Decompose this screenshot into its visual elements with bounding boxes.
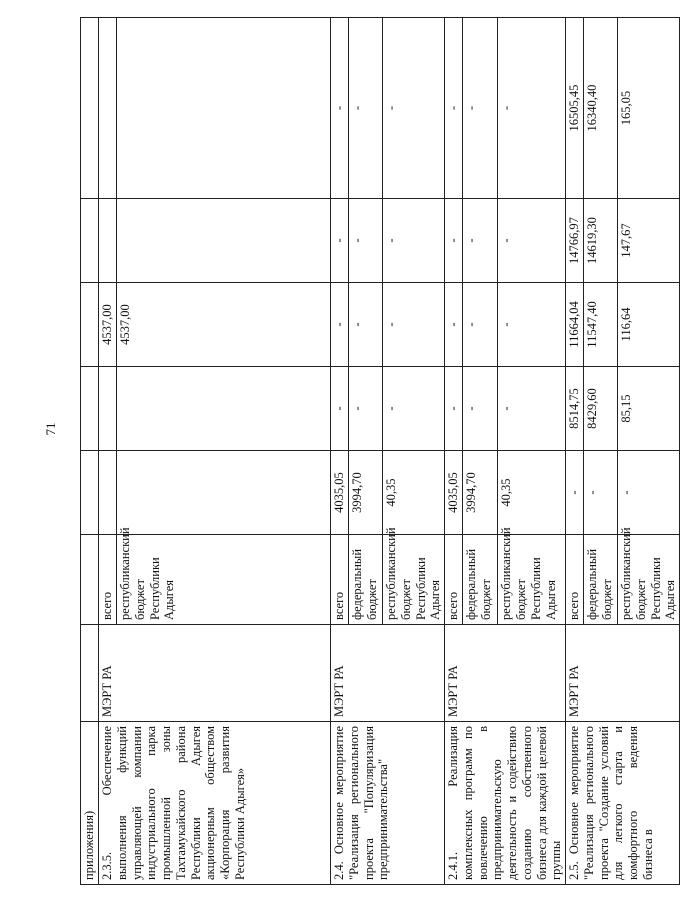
value-cell: - xyxy=(584,451,618,535)
value-cell: - xyxy=(463,367,498,451)
value-cell: - xyxy=(498,18,566,199)
funding-source-cell: республиканский бюджет Республики Адыгея xyxy=(117,535,331,625)
value-cell: - xyxy=(618,451,680,535)
value-cell: 40,35 xyxy=(498,451,566,535)
value-cell: 8514,75 xyxy=(566,367,584,451)
value-cell: - xyxy=(463,18,498,199)
funding-source-cell: всего xyxy=(566,535,584,625)
table-row xyxy=(99,18,117,885)
value-cell xyxy=(99,367,117,451)
value-cell: 4035,05 xyxy=(331,451,349,535)
value-cell xyxy=(117,18,331,199)
budget-table xyxy=(80,17,680,885)
value-cell: - xyxy=(445,199,463,283)
activity-cell: 2.5. Основное мероприятие "Реализация регионального проекта "Создание условий для легкого старта и комфортного ведения бизнеса в xyxy=(566,722,680,885)
value-cell: - xyxy=(498,367,566,451)
header-cell xyxy=(81,199,99,283)
value-cell: - xyxy=(349,367,383,451)
value-cell: - xyxy=(383,283,445,367)
table-row xyxy=(445,18,463,885)
value-cell: - xyxy=(463,199,498,283)
value-cell: 3994,70 xyxy=(463,451,498,535)
activity-cell: 2.3.5. Обеспечение выполнения функций управляющей компании индустриального парка промышленной зоны Тахтамукайского района Республики Адыгея акционерным обществом «Корпорация развития Республики Адыгея» xyxy=(99,722,331,885)
value-cell: - xyxy=(445,283,463,367)
value-cell xyxy=(99,199,117,283)
value-cell: - xyxy=(445,367,463,451)
activity-cell: 2.4. Основное мероприятие "Реализация регионального проекта "Популяризация предпринимательства" xyxy=(331,722,445,885)
value-cell: - xyxy=(349,199,383,283)
activity-cell: 2.4.1. Реализация комплексных программ по вовлечению в предпринимательскую деятельность и содействию созданию собственного бизнеса для каждой целевой группы xyxy=(445,722,566,885)
table-row xyxy=(331,18,349,885)
executor-cell: МЭРТ РА xyxy=(445,625,566,722)
value-cell: 147,67 xyxy=(618,199,680,283)
executor-cell: МЭРТ РА xyxy=(566,625,680,722)
value-cell xyxy=(117,451,331,535)
value-cell: 165,05 xyxy=(618,18,680,199)
funding-source-cell: всего xyxy=(99,535,117,625)
value-cell: 4537,00 xyxy=(117,283,331,367)
header-cell xyxy=(81,367,99,451)
table-row xyxy=(566,18,584,885)
value-cell: 14619,30 xyxy=(584,199,618,283)
funding-source-cell: всего xyxy=(445,535,463,625)
value-cell: - xyxy=(331,18,349,199)
funding-source-cell: республиканский бюджет Республики Адыгея xyxy=(383,535,445,625)
value-cell: 3994,70 xyxy=(349,451,383,535)
executor-cell: МЭРТ РА xyxy=(99,625,331,722)
value-cell: 11547,40 xyxy=(584,283,618,367)
header-row xyxy=(81,18,99,885)
header-cell xyxy=(81,535,99,625)
funding-source-cell: всего xyxy=(331,535,349,625)
value-cell: 11664,04 xyxy=(566,283,584,367)
funding-source-cell: республиканский бюджет Республики Адыгея xyxy=(498,535,566,625)
header-cell xyxy=(81,451,99,535)
value-cell: 4035,05 xyxy=(445,451,463,535)
value-cell: - xyxy=(331,199,349,283)
funding-source-cell: федеральный бюджет xyxy=(463,535,498,625)
value-cell: - xyxy=(498,199,566,283)
funding-source-cell: республиканский бюджет Республики Адыгея xyxy=(618,535,680,625)
funding-source-cell: федеральный бюджет xyxy=(584,535,618,625)
value-cell xyxy=(99,451,117,535)
value-cell: - xyxy=(463,283,498,367)
value-cell: 116,64 xyxy=(618,283,680,367)
value-cell: 85,15 xyxy=(618,367,680,451)
value-cell: - xyxy=(349,18,383,199)
value-cell: - xyxy=(566,451,584,535)
budget-table-container xyxy=(80,18,678,885)
value-cell: 16505,45 xyxy=(566,18,584,199)
header-cell xyxy=(81,283,99,367)
funding-source-cell: федеральный бюджет xyxy=(349,535,383,625)
value-cell: - xyxy=(383,18,445,199)
value-cell xyxy=(117,367,331,451)
header-cell xyxy=(81,18,99,199)
value-cell: - xyxy=(331,367,349,451)
value-cell: - xyxy=(498,283,566,367)
value-cell: - xyxy=(383,367,445,451)
value-cell: - xyxy=(383,199,445,283)
value-cell: 4537,00 xyxy=(99,283,117,367)
value-cell xyxy=(99,18,117,199)
header-cell: приложения) xyxy=(81,722,99,885)
rotated-table-wrapper xyxy=(80,18,678,885)
value-cell: - xyxy=(349,283,383,367)
page-number: 71 xyxy=(43,422,58,436)
value-cell: 40,35 xyxy=(383,451,445,535)
value-cell: 14766,97 xyxy=(566,199,584,283)
header-cell xyxy=(81,625,99,722)
value-cell xyxy=(117,199,331,283)
value-cell: - xyxy=(445,18,463,199)
executor-cell: МЭРТ РА xyxy=(331,625,445,722)
value-cell: 16340,40 xyxy=(584,18,618,199)
value-cell: 8429,60 xyxy=(584,367,618,451)
value-cell: - xyxy=(331,283,349,367)
